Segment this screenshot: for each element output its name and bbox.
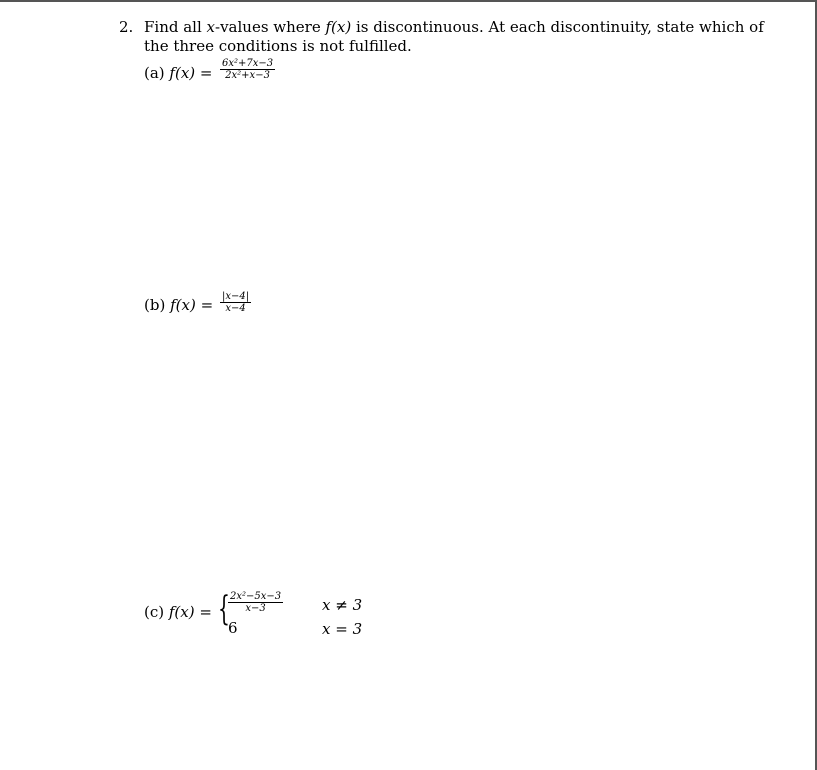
part-b bbox=[144, 296, 213, 314]
question-number: 2. bbox=[119, 18, 134, 36]
page-top-border bbox=[0, 0, 817, 2]
question-text-mid: -values where bbox=[215, 18, 326, 36]
part-b-label: (b) bbox=[144, 296, 171, 314]
part-a-denominator: 2x²+x−3 bbox=[225, 70, 270, 81]
part-c-case2-condition: x = 3 bbox=[322, 620, 363, 638]
part-a-eq: = bbox=[195, 64, 213, 82]
part-c bbox=[144, 603, 212, 621]
part-c-eq: = bbox=[194, 603, 212, 621]
question-func: f(x) bbox=[325, 18, 352, 36]
part-c-label: (c) bbox=[144, 603, 169, 621]
part-c-case1-numerator: 2x²−5x−3 bbox=[230, 591, 282, 602]
part-a-label: (a) bbox=[144, 64, 170, 82]
part-b-fraction bbox=[220, 291, 251, 314]
part-c-case2-value: 6 bbox=[228, 619, 238, 637]
piecewise-brace: { bbox=[218, 589, 230, 629]
part-a-numerator: 6x²+7x−3 bbox=[222, 58, 274, 69]
question-var-x: x bbox=[206, 18, 216, 36]
part-b-func: f(x) bbox=[170, 296, 196, 314]
question-text-post: is discontinuous. At each discontinuity, state which of bbox=[351, 18, 764, 36]
part-b-denominator: x−4 bbox=[225, 303, 246, 314]
part-a-func: f(x) bbox=[169, 64, 196, 82]
part-b-eq: = bbox=[195, 296, 214, 314]
part-c-case1-denominator: x−3 bbox=[245, 603, 266, 614]
part-c-case1-condition: x ≠ 3 bbox=[322, 596, 363, 614]
question-line-2: the three conditions is not fulfilled. bbox=[144, 37, 412, 55]
part-c-case1-fraction bbox=[228, 591, 283, 614]
question-line-1 bbox=[144, 18, 764, 36]
part-a-fraction bbox=[220, 58, 275, 81]
question-text-pre: Find all bbox=[144, 18, 207, 36]
part-a bbox=[144, 64, 212, 82]
part-c-func: f(x) bbox=[168, 603, 195, 621]
part-b-numerator: |x−4| bbox=[222, 291, 250, 302]
